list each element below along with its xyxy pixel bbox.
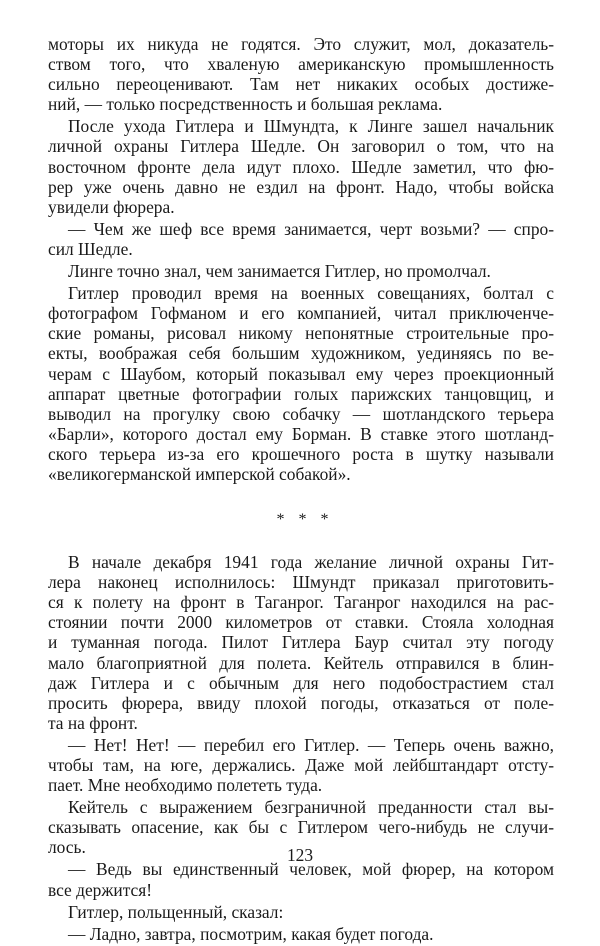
paragraph <box>48 552 554 733</box>
text-line: екты, воображая себя большим художником, уединяясь по ве- <box>48 343 554 364</box>
text-line: ся к полету на фронт в Таганрог. Таганрог находился на рас- <box>48 592 554 613</box>
text-line: все держится! <box>48 879 153 900</box>
text-line: даж Гитлера и с обычным для него подобострастием стал <box>48 672 554 693</box>
text-line: стоянии почти 2000 километров от ставки. Стояла холодная <box>48 612 554 633</box>
paragraph <box>48 283 554 484</box>
section-separator: * * * <box>276 511 334 529</box>
text-line: фотографом Гофманом и его компанией, читал приключенче- <box>48 303 554 324</box>
text-line: — Ладно, завтра, посмотрим, какая будет погода. <box>68 923 434 944</box>
text-line: В начале декабря 1941 года желание личной охраны Гит- <box>68 552 554 573</box>
text-line: Гитлер проводил время на военных совещаниях, болтал с <box>68 283 554 304</box>
text-line: выводил на прогулку свою собачку — шотландского терьера <box>48 403 554 424</box>
text-line: просить фюрера, ввиду плохой погоды, отказаться от поле- <box>48 692 554 713</box>
text-line: мало благоприятной для полета. Кейтель отправился в блин- <box>48 652 554 673</box>
text-line: пает. Мне необходимо полететь туда. <box>48 775 323 796</box>
text-line: та на фронт. <box>48 712 138 733</box>
paragraph <box>48 902 554 922</box>
text-line: увидели фюрера. <box>48 196 175 217</box>
text-line: рер уже очень давно не ездил на фронт. Надо, чтобы войска <box>48 176 554 197</box>
paragraph <box>48 924 554 944</box>
text-line: восточном фронте дела идут плохо. Шедле заметил, что фю- <box>48 156 554 177</box>
text-line: сказывать опасение, как бы с Гитлером чего-нибудь не случи- <box>48 817 554 838</box>
text-line: После ухода Гитлера и Шмундта, к Линге зашел начальник <box>68 116 554 137</box>
page-number: 123 <box>286 845 314 865</box>
text-line: «Барли», которого достал ему Борман. В ставке этого шотланд- <box>48 423 554 444</box>
text-line: и туманная погода. Пилот Гитлера Баур считал эту погоду <box>48 632 554 653</box>
text-line: «великогерманской имперской собакой». <box>48 463 351 484</box>
text-line: ством того, что хваленую американскую промышленность <box>48 54 554 75</box>
text-line: моторы их никуда не годятся. Это служит, мол, доказатель- <box>48 34 554 54</box>
text-line: личной охраны Гитлера Шедле. Он заговорил о том, что на <box>48 136 554 157</box>
text-line: лера наконец исполнилось: Шмундт приказал приготовить- <box>48 572 554 593</box>
text-line: — Ведь вы единственный человек, мой фюрер, на котором <box>68 859 554 880</box>
paragraph <box>48 219 554 259</box>
paragraph <box>48 116 554 216</box>
paragraph <box>48 261 554 281</box>
paragraph <box>48 34 554 114</box>
text-line: черам с Шаубом, который показывал ему через проекционный <box>48 363 554 384</box>
text-line: Линге точно знал, чем занимается Гитлер, но промолчал. <box>68 261 491 282</box>
text-section-top <box>48 34 554 484</box>
text-line: сил Шедле. <box>48 238 133 259</box>
text-line: лось. <box>48 837 86 858</box>
text-line: — Чем же шеф все время занимается, черт возьми? — спро- <box>68 218 554 239</box>
text-line: ского терьера из-за его крошечного роста в шутку называли <box>48 443 554 464</box>
book-page <box>48 34 554 946</box>
text-line: ний, — только посредственность и большая реклама. <box>48 94 443 115</box>
text-line: сильно переоценивают. Там нет никаких особых достиже- <box>48 74 554 95</box>
text-line: аппарат цветные фотографии голых парижских танцовщиц, и <box>48 383 554 404</box>
text-line: чтобы там, на юге, держались. Даже мой лейбштандарт отсту- <box>48 755 554 775</box>
text-line: Кейтель с выражением безграничной преданности стал вы- <box>68 797 554 818</box>
text-line: Гитлер, польщенный, сказал: <box>68 901 284 922</box>
paragraph <box>48 735 554 795</box>
text-line: ские романы, рисовал никому непонятные строительные про- <box>48 323 554 344</box>
text-line: — Нет! Нет! — перебил его Гитлер. — Теперь очень важно, <box>68 734 554 755</box>
text-section-bottom <box>48 552 554 944</box>
